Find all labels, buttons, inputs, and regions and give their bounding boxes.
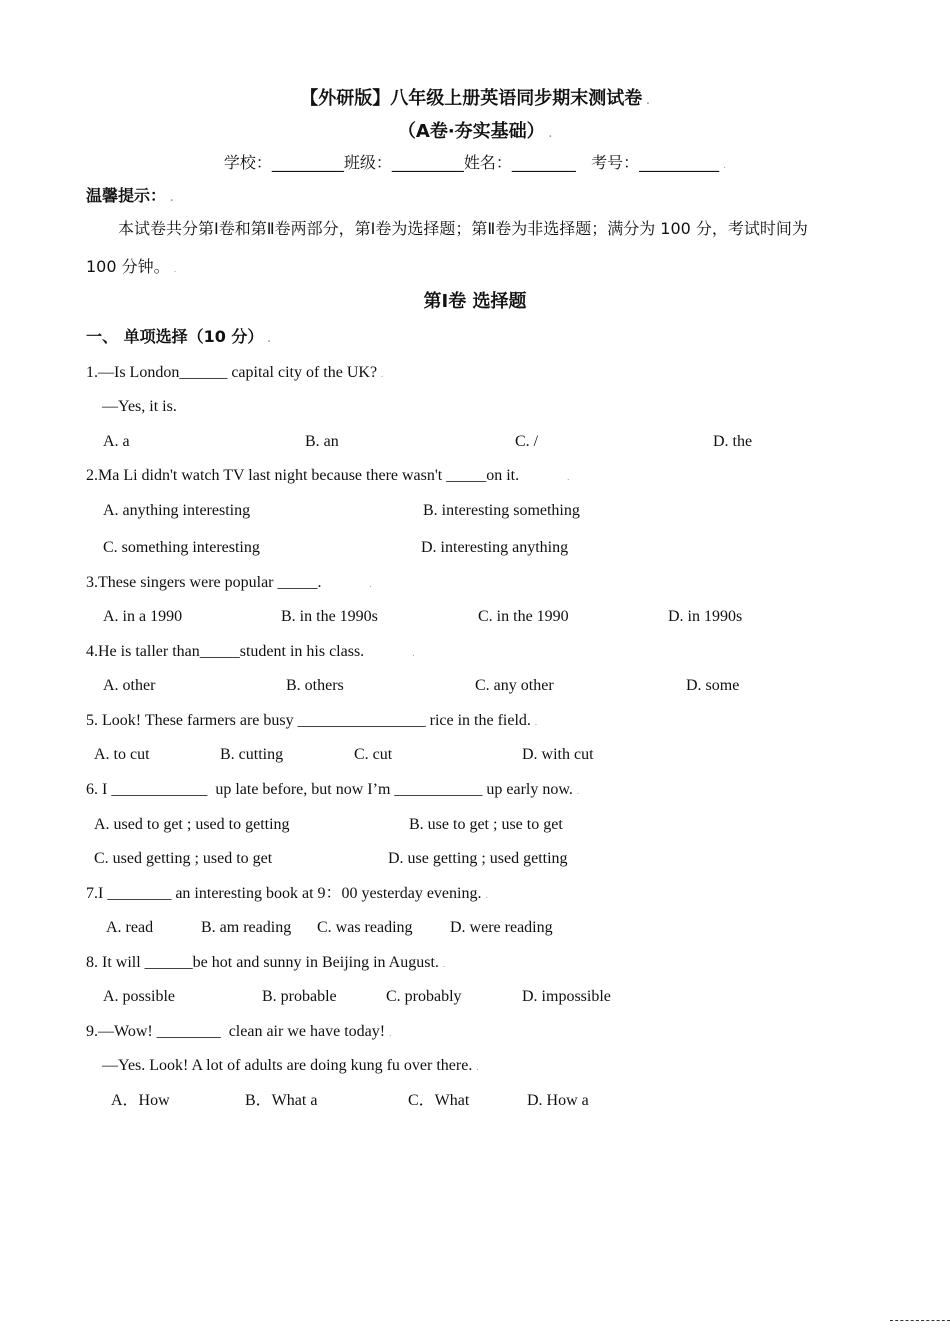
q1-option-c[interactable]: C. / <box>515 433 539 450</box>
q4-option-b[interactable]: B. others <box>286 677 344 694</box>
q8-option-a[interactable]: A. possible <box>103 988 175 1005</box>
question-7-stem: 7.I ________ an interesting book at 9：00 yesterday evening. . <box>86 885 488 902</box>
q4-option-a[interactable]: A. other <box>103 677 156 694</box>
notice-heading: 温馨提示： . <box>86 186 174 205</box>
page-subtitle: （A卷·夯实基础） . <box>397 121 553 142</box>
q7-option-d[interactable]: D. were reading <box>450 919 553 936</box>
notice-line-2: 100 分钟。 . <box>86 257 177 276</box>
q8-option-d[interactable]: D. impossible <box>522 988 611 1005</box>
question-1-reply: —Yes, it is. <box>102 398 177 415</box>
page-title: 【外研版】八年级上册英语同步期末测试卷 . <box>300 88 650 109</box>
q9-option-a[interactable]: A．How <box>111 1092 170 1109</box>
q6-option-a[interactable]: A. used to get ; used to getting <box>94 816 290 833</box>
q5-option-b[interactable]: B. cutting <box>220 746 284 763</box>
q4-option-d[interactable]: D. some <box>686 677 740 694</box>
q1-option-d[interactable]: D. the <box>713 433 753 450</box>
q6-option-c[interactable]: C. used getting ; used to get <box>94 850 273 867</box>
section-title-single-choice: 一、 单项选择（10 分） . <box>86 327 271 346</box>
q9-option-c[interactable]: C．What <box>408 1092 470 1109</box>
q5-option-d[interactable]: D. with cut <box>522 746 594 763</box>
q1-option-b[interactable]: B. an <box>305 433 339 450</box>
q3-option-c[interactable]: C. in the 1990 <box>478 608 569 625</box>
q6-option-d[interactable]: D. use getting ; used getting <box>388 850 568 867</box>
q2-option-d[interactable]: D. interesting anything <box>421 539 569 556</box>
q2-option-b[interactable]: B. interesting something <box>423 502 580 519</box>
q9-option-b[interactable]: B．What a <box>245 1092 318 1109</box>
question-9-stem: 9.—Wow! ________ clean air we have today! . <box>86 1023 392 1040</box>
q5-option-a[interactable]: A. to cut <box>94 746 150 763</box>
q3-option-a[interactable]: A. in a 1990 <box>103 608 183 625</box>
question-2-stem: 2.Ma Li didn't watch TV last night because there wasn't _____on it. . <box>86 467 570 484</box>
question-8-stem: 8. It will ______be hot and sunny in Beijing in August. . <box>86 954 446 971</box>
question-3-stem: 3.These singers were popular _____. . <box>86 574 372 591</box>
question-6-stem: 6. I ____________ up late before, but now I’m ___________ up early now. . <box>86 781 580 798</box>
q7-option-b[interactable]: B. am reading <box>201 919 292 936</box>
q2-option-c[interactable]: C. something interesting <box>103 539 260 556</box>
q4-option-c[interactable]: C. any other <box>475 677 554 694</box>
student-info-line: 学校：_________班级：_________姓名：________ 考号：__________ . <box>223 153 727 172</box>
q8-option-c[interactable]: C. probably <box>386 988 462 1005</box>
q3-option-d[interactable]: D. in 1990s <box>668 608 743 625</box>
q7-option-a[interactable]: A. read <box>106 919 154 936</box>
q5-option-c[interactable]: C. cut <box>354 746 393 763</box>
question-1-stem: 1.—Is London______ capital city of the UK? . <box>86 364 384 381</box>
question-5-stem: 5. Look! These farmers are busy ________________ rice in the field. . <box>86 712 538 729</box>
question-9-reply: —Yes. Look! A lot of adults are doing kung fu over there. . <box>102 1057 479 1074</box>
page-edge-divider <box>890 1320 950 1321</box>
q6-option-b[interactable]: B. use to get ; use to get <box>409 816 563 833</box>
question-4-stem: 4.He is taller than_____student in his class. . <box>86 643 415 660</box>
q1-option-a[interactable]: A. a <box>103 433 130 450</box>
q2-option-a[interactable]: A. anything interesting <box>103 502 251 519</box>
part-one-title: 第Ⅰ卷 选择题 <box>423 291 527 312</box>
q8-option-b[interactable]: B. probable <box>262 988 337 1005</box>
q9-option-d[interactable]: D. How a <box>527 1092 589 1109</box>
notice-line-1: 本试卷共分第Ⅰ卷和第Ⅱ卷两部分，第Ⅰ卷为选择题；第Ⅱ卷为非选择题；满分为 100 分，考试时间为 <box>118 219 808 238</box>
q7-option-c[interactable]: C. was reading <box>317 919 413 936</box>
q3-option-b[interactable]: B. in the 1990s <box>281 608 378 625</box>
